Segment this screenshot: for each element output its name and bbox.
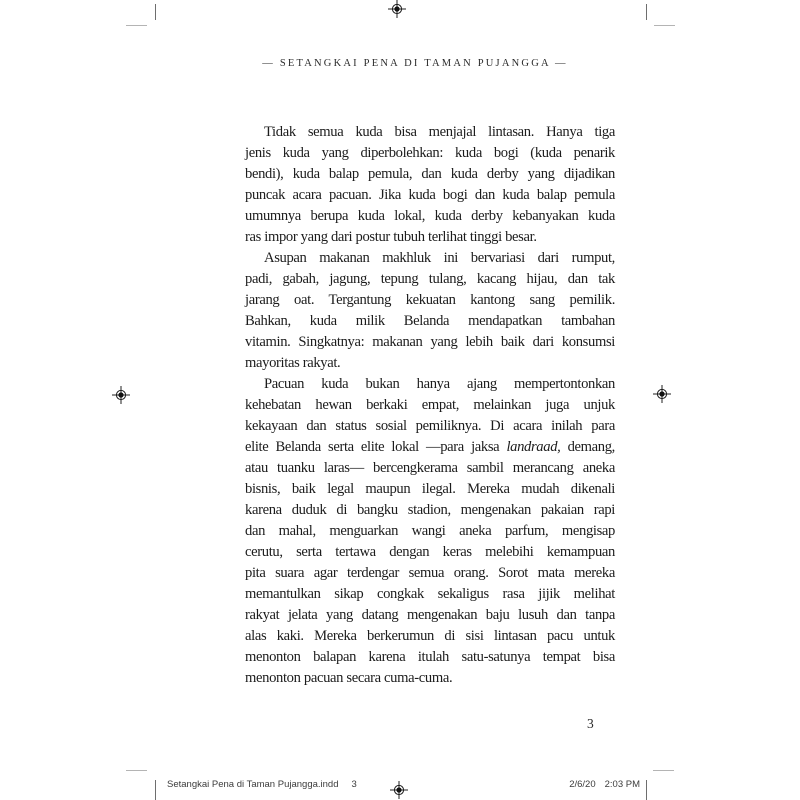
text-line: dan mahal, menguarkan wangi aneka parfum, mengisap — [245, 523, 615, 539]
text-line: Pacuan kuda bukan hanya ajang mempertontonkan — [264, 376, 615, 392]
registration-mark-icon — [112, 386, 130, 404]
text-line: menonton pacuan secara cuma-cuma. — [245, 670, 453, 686]
text-line: kekayaan dan status sosial pemiliknya. Di acara inilah para — [245, 418, 615, 434]
text-line: jarang oat. Tergantung kekuatan kantong sang pemilik. — [245, 292, 615, 308]
text-line: rakyat jelata yang datang mengenakan baju lusuh dan tanpa — [245, 607, 615, 623]
slug-left — [167, 779, 357, 790]
paragraph — [245, 248, 615, 374]
text-line: atau tuanku laras— bercengkerama sambil merancang aneka — [245, 460, 615, 476]
text-line: bisnis, baik legal maupun ilegal. Mereka mudah dikenali — [245, 481, 615, 497]
crop-mark — [155, 4, 156, 20]
slug-page-number: 3 — [351, 779, 357, 790]
registration-mark-icon — [653, 385, 671, 403]
text-line: elite Belanda serta elite lokal —para jaksa landraad, demang, — [245, 439, 615, 455]
slug-right — [569, 779, 640, 790]
crop-mark — [155, 780, 156, 800]
text-line: kehebatan hewan berkaki empat, melainkan juga unjuk — [245, 397, 615, 413]
text-line: cerutu, serta tertawa dengan keras melebihi kemampuan — [245, 544, 615, 560]
registration-mark-icon — [388, 0, 406, 18]
text-line: pita suara agar terdengar semua orang. Sorot mata mereka — [245, 565, 615, 581]
registration-mark-icon — [390, 781, 408, 799]
page-number: 3 — [587, 716, 594, 731]
text-line: memantulkan sikap congkak sekaligus rasa jijik melihat — [245, 586, 615, 602]
text-line: puncak acara pacuan. Jika kuda bogi dan kuda balap pemula — [245, 187, 615, 203]
text-line: vitamin. Singkatnya: makanan yang lebih baik dari konsumsi — [245, 334, 615, 350]
text-line: Tidak semua kuda bisa menjajal lintasan. Hanya tiga — [264, 124, 615, 140]
text-line: menonton balapan karena itulah satu-satunya tempat bisa — [245, 649, 615, 665]
slug-date: 2/6/20 — [569, 779, 596, 790]
crop-mark — [646, 4, 647, 20]
crop-mark — [646, 780, 647, 800]
slug-filename: Setangkai Pena di Taman Pujangga.indd — [167, 779, 339, 790]
slug-time: 2:03 PM — [604, 779, 640, 790]
running-header: — SETANGKAI PENA DI TAMAN PUJANGGA — — [262, 58, 568, 69]
text-line: padi, gabah, jagung, tepung tulang, kacang hijau, dan tak — [245, 271, 615, 287]
text-line: bendi), kuda balap pemula, dan kuda derby yang dijadikan — [245, 166, 615, 182]
crop-mark — [126, 770, 147, 771]
crop-mark — [126, 25, 147, 26]
text-line: karena duduk di bangku stadion, mengenakan pakaian rapi — [245, 502, 615, 518]
text-line: Bahkan, kuda milik Belanda mendapatkan tambahan — [245, 313, 615, 329]
text-line: umumnya berupa kuda lokal, kuda derby kebanyakan kuda — [245, 208, 615, 224]
text-line: jenis kuda yang diperbolehkan: kuda bogi (kuda penarik — [245, 145, 615, 161]
body-text — [245, 122, 615, 689]
text-line: alas kaki. Mereka berkerumun di sisi lintasan pacu untuk — [245, 628, 615, 644]
crop-mark — [653, 770, 674, 771]
paragraph — [245, 374, 615, 689]
text-line: Asupan makanan makhluk ini bervariasi dari rumput, — [264, 250, 615, 266]
text-line: ras impor yang dari postur tubuh terlihat tinggi besar. — [245, 229, 537, 245]
crop-mark — [654, 25, 675, 26]
paragraph — [245, 122, 615, 248]
text-line: mayoritas rakyat. — [245, 355, 341, 371]
